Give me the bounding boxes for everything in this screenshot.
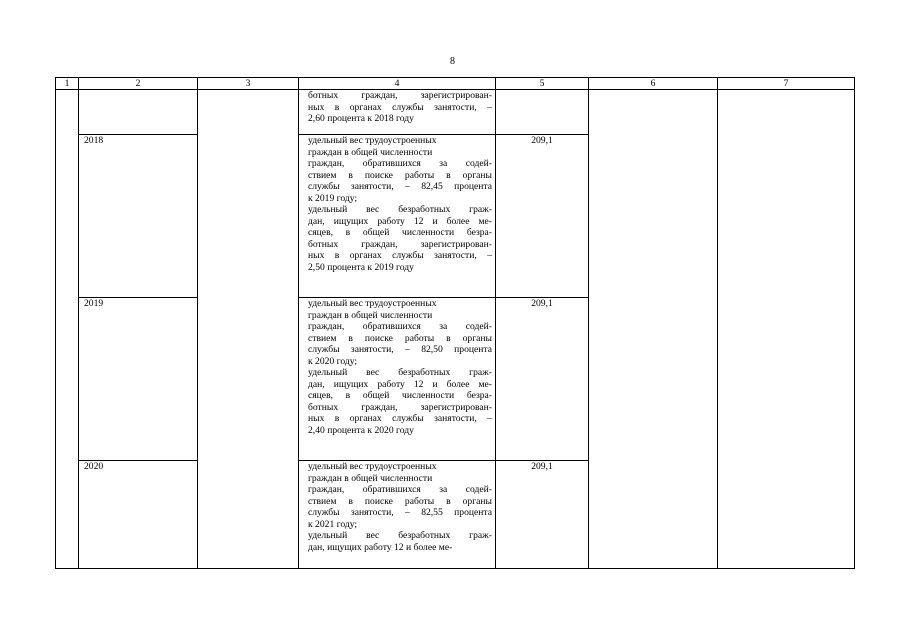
text-line: службы занятости, – 82,50 процента bbox=[308, 344, 492, 355]
text-line: сяцев, в общей численности безра- bbox=[308, 390, 492, 401]
text-line: к 2021 году; bbox=[308, 518, 358, 530]
text-line: ботных граждан, зарегистрирован- bbox=[308, 90, 492, 101]
text-line: службы занятости, – 82,45 процента bbox=[308, 181, 492, 192]
text-line: граждан в общей численности bbox=[308, 472, 433, 484]
header-cell: 6 bbox=[589, 78, 718, 90]
description-cell bbox=[299, 298, 496, 461]
description-cell bbox=[299, 461, 496, 569]
value-cell: 209,1 bbox=[496, 461, 589, 569]
text-line: граждан в общей численности bbox=[308, 146, 433, 158]
text-line: удельный вес трудоустроенных bbox=[308, 461, 437, 472]
text-line: ных в органах службы занятости, – bbox=[308, 250, 492, 261]
col7-cell bbox=[718, 90, 855, 569]
text-line: ствием в поиске работы в органы bbox=[308, 169, 492, 181]
text-line: удельный вес трудоустроенных bbox=[308, 135, 437, 146]
text-line: 2,50 процента к 2019 году bbox=[308, 261, 414, 273]
header-cell: 5 bbox=[496, 78, 589, 90]
header-cell: 1 bbox=[56, 78, 79, 90]
text-line: ствием в поиске работы в органы bbox=[308, 495, 492, 507]
text-line: граждан, обратившихся за содей- bbox=[308, 484, 492, 495]
text-line: сяцев, в общей численности безра- bbox=[308, 227, 492, 238]
text-line: ных в органах службы занятости, – bbox=[308, 101, 492, 113]
col1-cell bbox=[56, 90, 79, 569]
year-cell: 2018 bbox=[79, 135, 198, 298]
year-cell bbox=[79, 90, 198, 135]
col6-cell bbox=[589, 90, 718, 569]
text-line: 2,40 процента к 2020 году bbox=[308, 424, 414, 436]
text-line: граждан, обратившихся за содей- bbox=[308, 158, 492, 169]
description-cell bbox=[299, 90, 496, 135]
year-cell: 2019 bbox=[79, 298, 198, 461]
text-line: ных в органах службы занятости, – bbox=[308, 413, 492, 424]
text-line: граждан, обратившихся за содей- bbox=[308, 321, 492, 332]
text-line: дан, ищущих работу 12 и более ме- bbox=[308, 541, 453, 553]
text-line: к 2020 году; bbox=[308, 355, 358, 367]
table-header-row bbox=[56, 78, 855, 90]
text-line: удельный вес безработных граж- bbox=[308, 204, 492, 215]
text-line: дан, ищущих работу 12 и более ме- bbox=[308, 378, 492, 390]
header-cell: 2 bbox=[79, 78, 198, 90]
col3-cell bbox=[198, 90, 299, 569]
text-line: к 2019 году; bbox=[308, 192, 358, 204]
value-cell: 209,1 bbox=[496, 298, 589, 461]
text-line: ботных граждан, зарегистрирован- bbox=[308, 238, 492, 250]
text-line: 2,60 процента к 2018 году bbox=[308, 113, 414, 124]
value-cell bbox=[496, 90, 589, 135]
text-line: дан, ищущих работу 12 и более ме- bbox=[308, 215, 492, 227]
text-line: удельный вес трудоустроенных bbox=[308, 298, 437, 309]
table-row bbox=[56, 90, 855, 135]
page-number: 8 bbox=[450, 56, 455, 67]
header-cell: 4 bbox=[299, 78, 496, 90]
description-cell bbox=[299, 135, 496, 298]
text-line: удельный вес безработных граж- bbox=[308, 367, 492, 378]
document-table bbox=[55, 77, 855, 569]
text-line: службы занятости, – 82,55 процента bbox=[308, 507, 492, 518]
text-line: удельный вес безработных граж- bbox=[308, 530, 492, 541]
text-line: ботных граждан, зарегистрирован- bbox=[308, 401, 492, 413]
value-cell: 209,1 bbox=[496, 135, 589, 298]
header-cell: 3 bbox=[198, 78, 299, 90]
header-cell: 7 bbox=[718, 78, 855, 90]
year-cell: 2020 bbox=[79, 461, 198, 569]
text-line: граждан в общей численности bbox=[308, 309, 433, 321]
text-line: ствием в поиске работы в органы bbox=[308, 332, 492, 344]
